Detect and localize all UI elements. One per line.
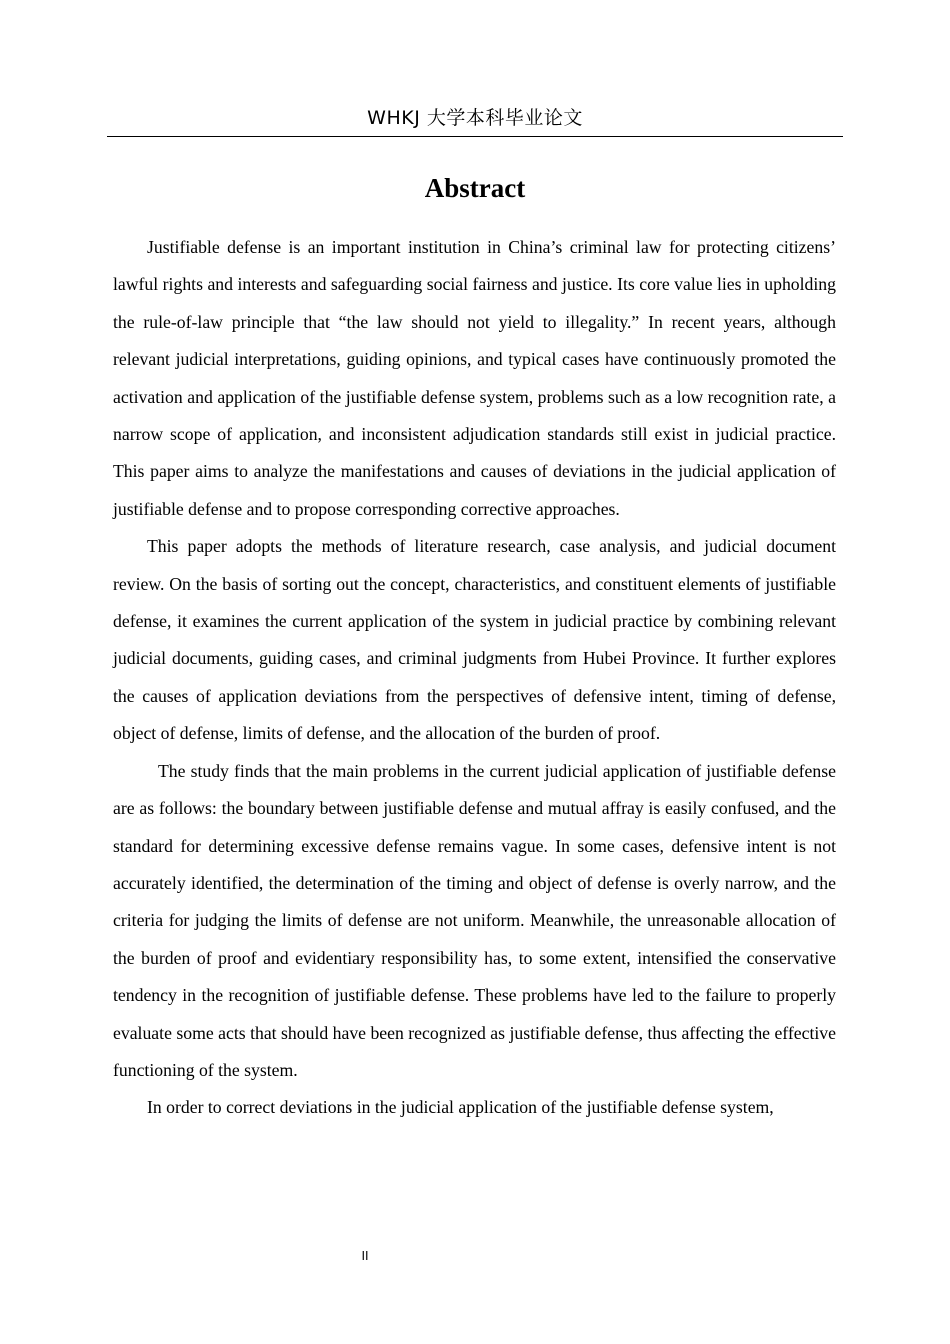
abstract-paragraph-3: The study finds that the main problems in the current judicial application of justifiable defense are as follows: the boundary between justifiable defense and mutual affray is easily confused, and the standard for determining excessive defense remains vague. In some cases, defensive intent is not accurately identified, the determination of the timing and object of defense is overly narrow, and the criteria for judging the limits of defense are not uniform. Meanwhile, the unreasonable allocation of the burden of proof and evidentiary responsibility has, to some extent, intensified the conservative tendency in the recognition of justifiable defense. These problems have led to the failure to properly evaluate some acts that should have been recognized as justifiable defense, thus affecting the effective functioning of the system.	[113, 760, 836, 1080]
abstract-paragraph-1: Justifiable defense is an important institution in China’s criminal law for protecting citizens’ lawful rights and interests and safeguarding social fairness and justice. Its core value lies in upholding the rule-of-law principle that “the law should not yield to illegality.” In recent years, although relevant judicial interpretations, guiding opinions, and typical cases have continuously promoted the activation and application of the justifiable defense system, problems such as a low recognition rate, a narrow scope of application, and inconsistent adjudication standards still exist in judicial practice. This paper aims to analyze the manifestations and causes of deviations in the judicial application of justifiable defense and to propose corresponding corrective approaches.	[113, 237, 836, 519]
page-title: Abstract	[424, 173, 526, 203]
abstract-body	[113, 229, 836, 1127]
abstract-paragraph-2: This paper adopts the methods of literature research, case analysis, and judicial document review. On the basis of sorting out the concept, characteristics, and constituent elements of justifiable defense, it examines the current application of the system in judicial practice by combining relevant judicial documents, guiding cases, and criminal judgments from Hubei Province. It further explores the causes of application deviations from the perspectives of defensive intent, timing of defense, object of defense, limits of defense, and the allocation of the burden of proof.	[113, 536, 836, 744]
running-header-title: WHKJ 大学本科毕业论文	[367, 107, 583, 129]
running-header	[107, 104, 843, 137]
abstract-paragraph-4: In order to correct deviations in the judicial application of the justifiable defense system,	[147, 1097, 774, 1118]
page-number: II	[361, 1249, 369, 1263]
